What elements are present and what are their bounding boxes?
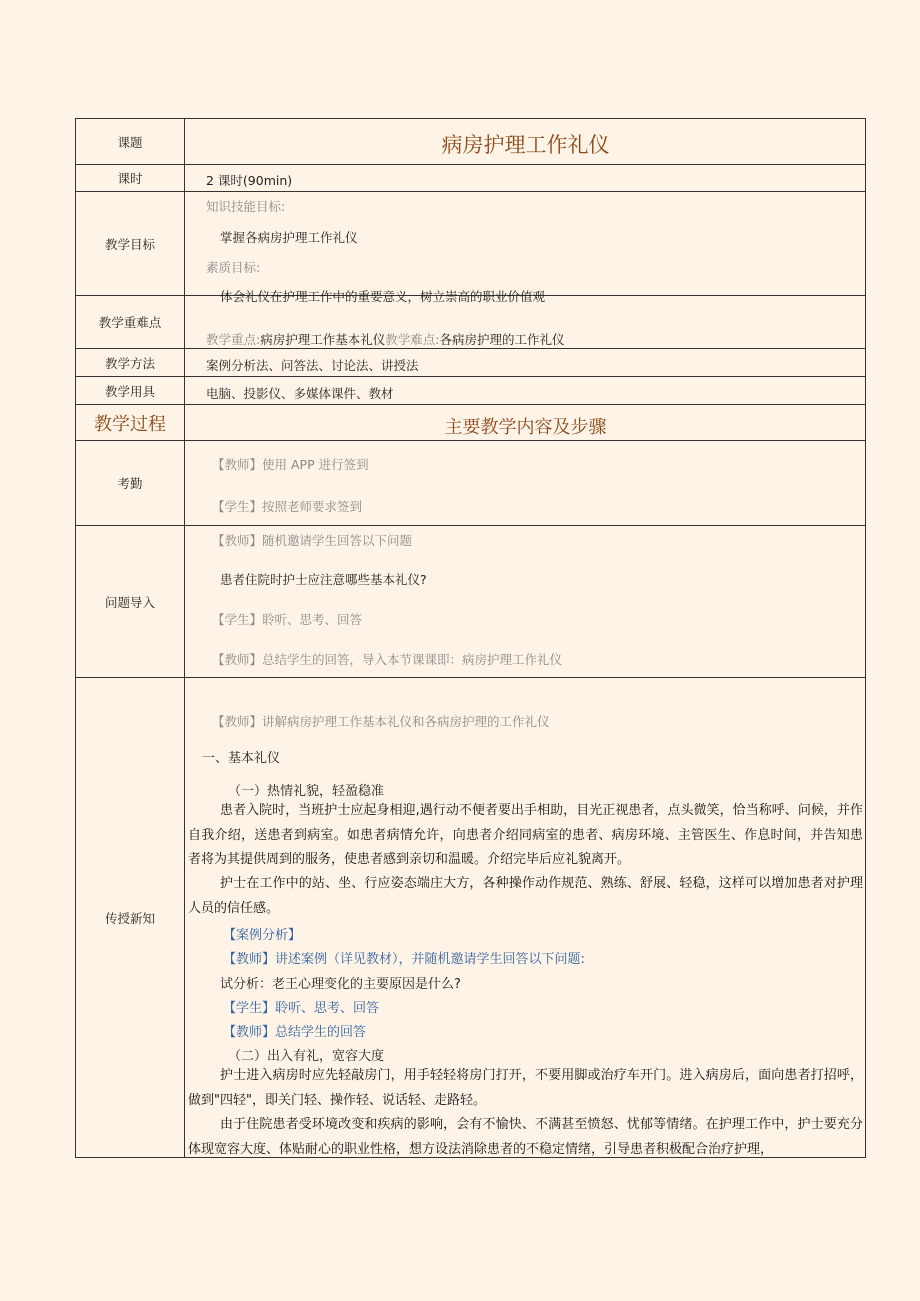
intro-cell [186, 526, 865, 677]
methods-value: 案例分析法、问答法、讨论法、讲授法 [206, 358, 419, 373]
row-attendance [76, 441, 865, 526]
nk-teacher-intro: 【教师】讲解病房护理工作基本礼仪和各病房护理的工作礼仪 [212, 714, 550, 729]
difficult-value: 各病房护理的工作礼仪 [439, 332, 565, 347]
intro-label: 问题导入 [76, 526, 185, 677]
objectives-cell [186, 192, 865, 304]
key-value: 病房护理工作基本礼仪 [260, 332, 386, 347]
intro-teacher-1: 【教师】随机邀请学生回答以下问题 [212, 533, 413, 548]
nk-case-label: 【案例分析】 [223, 928, 302, 943]
attendance-cell [186, 441, 865, 525]
attendance-label: 考勤 [76, 441, 185, 525]
intro-student: 【学生】聆听、思考、回答 [212, 612, 363, 627]
knowledge-item: 掌握各病房护理工作礼仪 [220, 230, 358, 245]
row-methods [76, 349, 865, 377]
process-header-cell [186, 405, 865, 440]
nk-para-1: 患者入院时，当班护士应起身相迎,遇行动不便者要出手相助，目光正视患者，点头微笑，恰当称呼、问候，并作自我介绍，送患者到病室。如患者病情允许，向患者介绍同病室的患者、病房环境、主管医生、作息时间，并告知患者将为其提供周到的服务，使患者感到亲切和温暖。介绍完毕后应礼貌离开。 [188, 803, 863, 867]
new-knowledge-label: 传授新知 [76, 678, 185, 1157]
row-tools [76, 377, 865, 405]
class-hours-cell [186, 165, 865, 191]
quality-item: 体会礼仪在护理工作中的重要意义，树立崇高的职业价值观 [220, 289, 546, 304]
row-process-header [76, 405, 865, 441]
lesson-plan-table [75, 118, 866, 1158]
course-title-label: 课题 [76, 119, 185, 164]
knowledge-heading: 知识技能目标: [206, 199, 286, 214]
row-course-title [76, 119, 865, 165]
row-key-points [76, 296, 865, 349]
nk-para-3: 护士进入病房时应先轻敲房门，用手轻轻将房门打开，不要用脚或治疗车开门。进入病房后，面向患者打招呼，做到"四轻"，即关门轻、操作轻、说话轻、走路轻。 [188, 1068, 863, 1108]
intro-teacher-2: 【教师】总结学生的回答，导入本节课课即：病房护理工作礼仪 [212, 652, 563, 667]
key-points-cell [186, 296, 865, 348]
row-class-hours [76, 165, 865, 192]
tools-cell [186, 377, 865, 404]
course-title-cell [186, 119, 865, 164]
class-hours-value: 2 课时(90min) [206, 173, 293, 188]
intro-question: 患者住院时护士应注意哪些基本礼仪? [220, 572, 427, 587]
methods-label: 教学方法 [76, 349, 185, 376]
course-title: 病房护理工作礼仪 [441, 133, 610, 157]
nk-sub-2: （二）出入有礼，宽容大度 [228, 1049, 385, 1064]
row-objectives [76, 192, 865, 304]
attendance-teacher: 【教师】使用 APP 进行签到 [212, 457, 369, 472]
quality-heading: 素质目标: [206, 260, 261, 275]
key-points-line [206, 330, 564, 348]
nk-sub-1: （一）热情礼貌，轻盈稳准 [228, 784, 385, 799]
nk-section-1: 一、基本礼仪 [202, 751, 281, 766]
objectives-label: 教学目标 [76, 192, 185, 295]
process-header-right: 主要教学内容及步骤 [444, 417, 607, 438]
nk-para-4: 由于住院患者受环境改变和疾病的影响，会有不愉快、不满甚至愤怒、忧郁等情绪。在护理工作中，护士要充分体现宽容大度、体贴耐心的职业性格，想方设法消除患者的不稳定情绪，引导患者积极配合治疗护理， [188, 1117, 863, 1157]
new-knowledge-cell [186, 678, 865, 1157]
nk-case-summary: 【教师】总结学生的回答 [223, 1025, 367, 1040]
row-new-knowledge [76, 678, 865, 1157]
row-intro [76, 526, 865, 678]
methods-cell [186, 349, 865, 376]
attendance-student: 【学生】按照老师要求签到 [212, 499, 363, 514]
difficult-label: 教学难点: [385, 332, 440, 347]
nk-case-teacher: 【教师】讲述案例（详见教材），并随机邀请学生回答以下问题: [223, 952, 585, 967]
process-header-left: 教学过程 [76, 405, 185, 440]
nk-case-student: 【学生】聆听、思考、回答 [223, 1001, 380, 1016]
key-points-label: 教学重难点 [76, 296, 185, 348]
tools-value: 电脑、投影仪、多媒体课件、教材 [206, 386, 394, 401]
class-hours-label: 课时 [76, 165, 185, 191]
key-label: 教学重点: [206, 332, 261, 347]
nk-case-question: 试分析：老王心理变化的主要原因是什么? [220, 977, 461, 992]
nk-para-2: 护士在工作中的站、坐、行应姿态端庄大方，各种操作动作规范、熟练、舒展、轻稳，这样可以增加患者对护理人员的信任感。 [188, 876, 863, 916]
tools-label: 教学用具 [76, 377, 185, 404]
